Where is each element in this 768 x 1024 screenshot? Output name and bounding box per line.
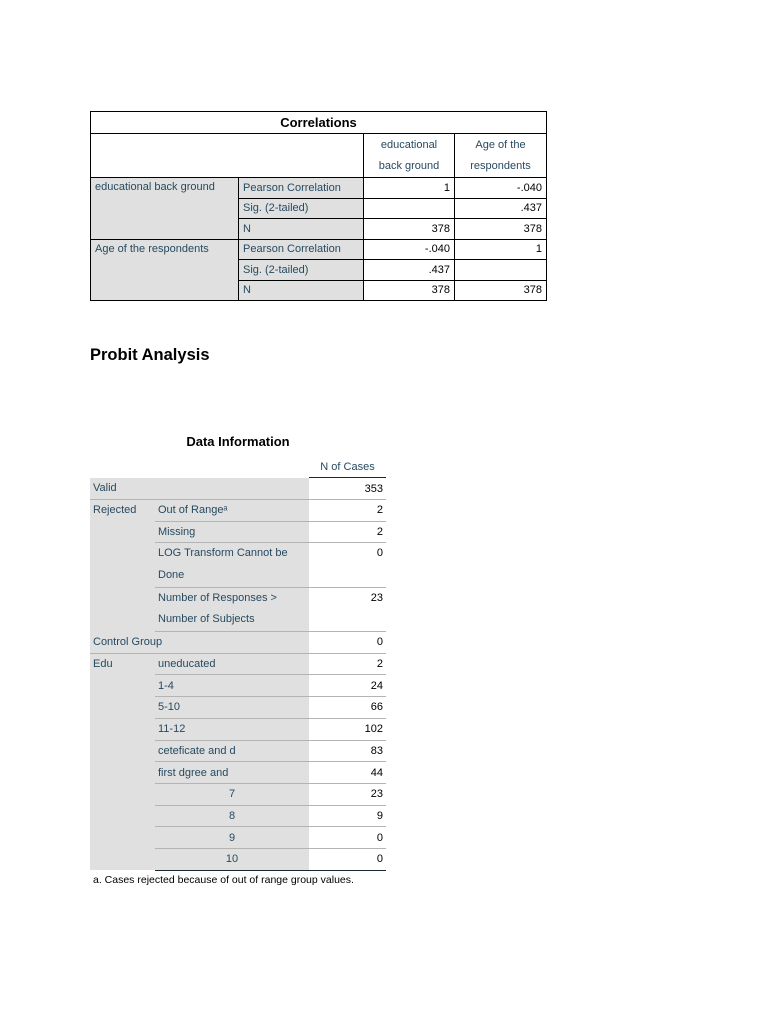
rejected-item-value: 2 [309, 499, 386, 521]
corr-stat-label: Sig. (2-tailed) [239, 198, 364, 219]
corr-value [455, 260, 547, 281]
valid-label: Valid [90, 478, 309, 500]
correlations-title: Correlations [91, 112, 547, 134]
corr-row-variable: educational back ground [91, 178, 239, 240]
rejected-item-label: Out of Rangeᵃ [155, 499, 309, 521]
corr-stat-label: N [239, 219, 364, 240]
edu-item-label: 5-10 [155, 697, 309, 719]
data-information-title: Data Information [186, 434, 290, 449]
edu-item-value: 9 [309, 805, 386, 827]
edu-item-value: 2 [309, 653, 386, 675]
edu-item-value: 0 [309, 827, 386, 849]
correlations-table [90, 111, 547, 301]
datainfo-corner-cell [90, 456, 309, 478]
edu-label: Edu [90, 653, 155, 870]
edu-item-value: 66 [309, 697, 386, 719]
table-row [90, 478, 386, 500]
corr-value: .437 [364, 260, 455, 281]
edu-item-value: 23 [309, 783, 386, 805]
corr-value: 378 [364, 219, 455, 240]
edu-item-value: 0 [309, 848, 386, 870]
table-row [90, 632, 386, 654]
corr-corner-cell [91, 134, 364, 178]
edu-item-label: 7 [155, 783, 309, 805]
edu-item-label: 1-4 [155, 675, 309, 697]
corr-value: 1 [455, 239, 547, 260]
corr-col-header: educational back ground [364, 134, 455, 178]
rejected-item-label: LOG Transform Cannot be Done [155, 543, 309, 587]
rejected-item-value: 0 [309, 543, 386, 587]
corr-value: -.040 [364, 239, 455, 260]
corr-stat-label: Sig. (2-tailed) [239, 260, 364, 281]
corr-stat-label: Pearson Correlation [239, 239, 364, 260]
edu-item-value: 44 [309, 762, 386, 784]
edu-item-label: 11-12 [155, 718, 309, 740]
n-of-cases-header: N of Cases [309, 456, 386, 478]
corr-stat-label: N [239, 280, 364, 301]
corr-value: 378 [455, 280, 547, 301]
edu-item-label: 8 [155, 805, 309, 827]
edu-item-label: 10 [155, 848, 309, 870]
corr-value [364, 198, 455, 219]
data-information-table [90, 456, 386, 871]
corr-row [91, 178, 547, 199]
corr-col-header: Age of the respondents [455, 134, 547, 178]
rejected-item-label: Missing [155, 521, 309, 543]
corr-value: -.040 [455, 178, 547, 199]
corr-value: 378 [364, 280, 455, 301]
edu-item-value: 102 [309, 718, 386, 740]
rejected-label: Rejected [90, 499, 155, 631]
edu-item-value: 83 [309, 740, 386, 762]
corr-row-variable: Age of the respondents [91, 239, 239, 301]
corr-stat-label: Pearson Correlation [239, 178, 364, 199]
table-row [90, 653, 386, 675]
rejected-item-value: 23 [309, 587, 386, 631]
section-heading: Probit Analysis [90, 346, 210, 364]
control-group-value: 0 [309, 632, 386, 654]
corr-value: .437 [455, 198, 547, 219]
corr-value: 1 [364, 178, 455, 199]
control-group-label: Control Group [90, 632, 309, 654]
edu-item-label: ceteficate and d [155, 740, 309, 762]
corr-value: 378 [455, 219, 547, 240]
edu-item-label: 9 [155, 827, 309, 849]
corr-row [91, 239, 547, 260]
table-row [90, 499, 386, 521]
rejected-item-value: 2 [309, 521, 386, 543]
footnote: a. Cases rejected because of out of range group values. [93, 874, 354, 886]
edu-item-label: first dgree and [155, 762, 309, 784]
edu-item-value: 24 [309, 675, 386, 697]
rejected-item-label: Number of Responses > Number of Subjects [155, 587, 309, 631]
edu-item-label: uneducated [155, 653, 309, 675]
valid-value: 353 [309, 478, 386, 500]
